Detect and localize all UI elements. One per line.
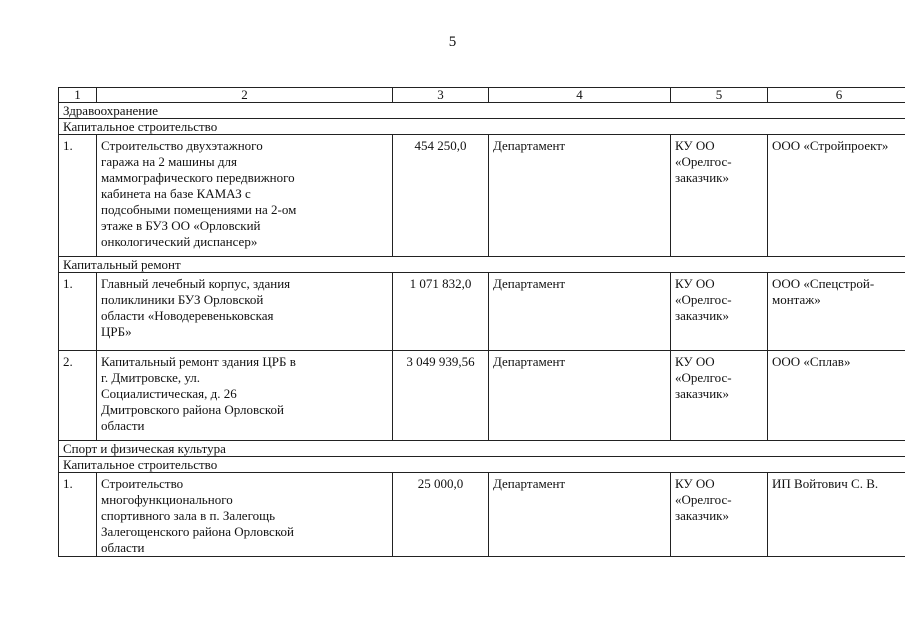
object-name: Главный лечебный корпус, здания поликлиники БУЗ Орловской области «Новодеревеньковская ЦРБ» [97,273,393,351]
customer: КУ ОО «Орелгос- заказчик» [671,135,768,257]
table-row [59,351,905,441]
column-header: 2 [97,88,393,103]
table-row [59,135,905,257]
subsection-title: Капитальный ремонт [59,257,905,273]
responsible-body: Департамент [489,135,671,257]
subsection-title: Капитальное строительство [59,457,905,473]
column-header: 1 [59,88,97,103]
customer: КУ ОО «Орелгос- заказчик» [671,273,768,351]
row-number: 1. [59,135,97,257]
contractor: ООО «Стройпроект» [768,135,905,257]
table-row [59,473,905,557]
amount: 3 049 939,56 [393,351,489,441]
responsible-body: Департамент [489,473,671,557]
section-row [59,103,905,119]
object-name: Капитальный ремонт здания ЦРБ в г. Дмитровске, ул. Социалистическая, д. 26 Дмитровского района Орловской области [97,351,393,441]
amount: 1 071 832,0 [393,273,489,351]
table-row [59,273,905,351]
responsible-body: Департамент [489,351,671,441]
contractor: ООО «Спецстрой- монтаж» [768,273,905,351]
document-table [58,87,905,557]
contractor: ИП Войтович С. В. [768,473,905,557]
subsection-title: Капитальное строительство [59,119,905,135]
row-number: 1. [59,273,97,351]
amount: 454 250,0 [393,135,489,257]
column-header: 6 [768,88,905,103]
row-number: 2. [59,351,97,441]
section-row [59,441,905,457]
subsection-row [59,257,905,273]
amount: 25 000,0 [393,473,489,557]
section-title: Спорт и физическая культура [59,441,905,457]
section-title: Здравоохранение [59,103,905,119]
table-header-row [59,88,905,103]
responsible-body: Департамент [489,273,671,351]
row-number: 1. [59,473,97,557]
customer: КУ ОО «Орелгос- заказчик» [671,473,768,557]
object-name: Строительство многофункционального спортивного зала в п. Залегощь Залегощенского района Орловской области [97,473,393,557]
contractor: ООО «Сплав» [768,351,905,441]
subsection-row [59,457,905,473]
column-header: 5 [671,88,768,103]
customer: КУ ОО «Орелгос- заказчик» [671,351,768,441]
column-header: 3 [393,88,489,103]
subsection-row [59,119,905,135]
column-header: 4 [489,88,671,103]
page-number: 5 [448,34,457,50]
object-name: Строительство двухэтажного гаража на 2 машины для маммографического передвижного кабинета на базе КАМАЗ с подсобными помещениями на 2-ом этаже в БУЗ ОО «Орловский онкологический диспансер» [97,135,393,257]
